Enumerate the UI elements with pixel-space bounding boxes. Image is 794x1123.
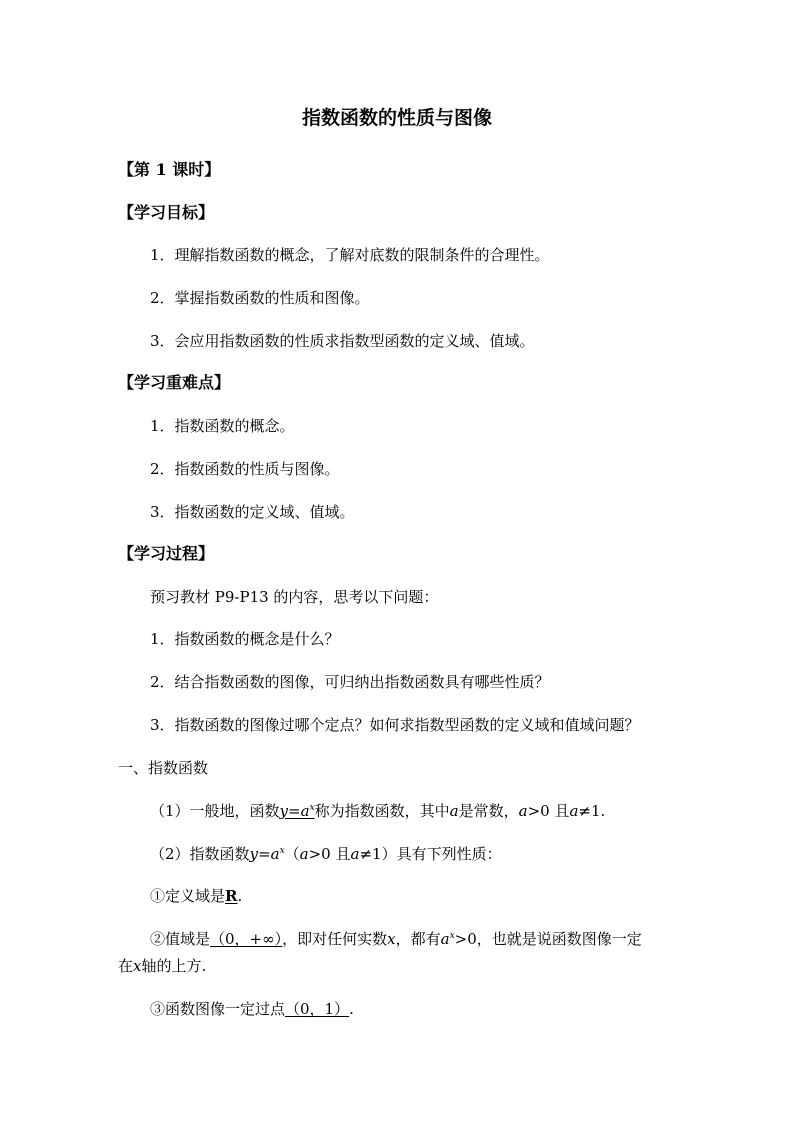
properties-intro: （2）指数函数$y=a^x(a>0$ 且a≠1）具有下列性质： xyxy=(150,845,502,863)
part-1-heading: 一、指数函数 xyxy=(118,759,209,777)
goal-item-2: 2．掌握指数函数的性质和图像。 xyxy=(150,289,370,307)
preview-text: 预习教材 P9-P13 的内容，思考以下问题： xyxy=(150,588,439,606)
question-2: 2．结合指数函数的图像，可归纳出指数函数具有哪些性质？ xyxy=(150,673,550,691)
key-point-2: 2．指数函数的性质与图像。 xyxy=(150,460,340,478)
property-range-cont: 在x轴的上方. xyxy=(118,957,207,975)
lesson-heading: 【第 1 课时】 xyxy=(118,160,221,179)
goal-item-1: 1．理解指数函数的概念，了解对底数的限制条件的合理性。 xyxy=(150,246,550,264)
definition-line: （1）一般地，函数$y=a^x$称为指数函数，其中a是常数，a>0 且a≠1. xyxy=(150,802,606,820)
property-domain: ①定义域是R. xyxy=(150,887,243,905)
goal-item-3: 3．会应用指数函数的性质求指数型函数的定义域、值域。 xyxy=(150,332,535,350)
key-points-heading: 【学习重难点】 xyxy=(118,373,231,392)
key-point-3: 3．指数函数的定义域、值域。 xyxy=(150,503,355,521)
question-1: 1．指数函数的概念是什么？ xyxy=(150,630,340,648)
document-title: 指数函数的性质与图像 xyxy=(301,107,492,129)
goals-heading: 【学习目标】 xyxy=(118,203,215,222)
question-3: 3．指数函数的图像过哪个定点？如何求指数型函数的定义域和值域问题？ xyxy=(150,716,640,734)
property-range: ②值域是（0，+∞），即对任何实数x，都有$a^x>0$，也就是说函数图像一定 xyxy=(150,930,642,948)
key-point-1: 1．指数函数的概念。 xyxy=(150,417,295,435)
process-heading: 【学习过程】 xyxy=(118,544,215,563)
property-fixed-point: ③函数图像一定过点（0，1）. xyxy=(150,1000,354,1018)
